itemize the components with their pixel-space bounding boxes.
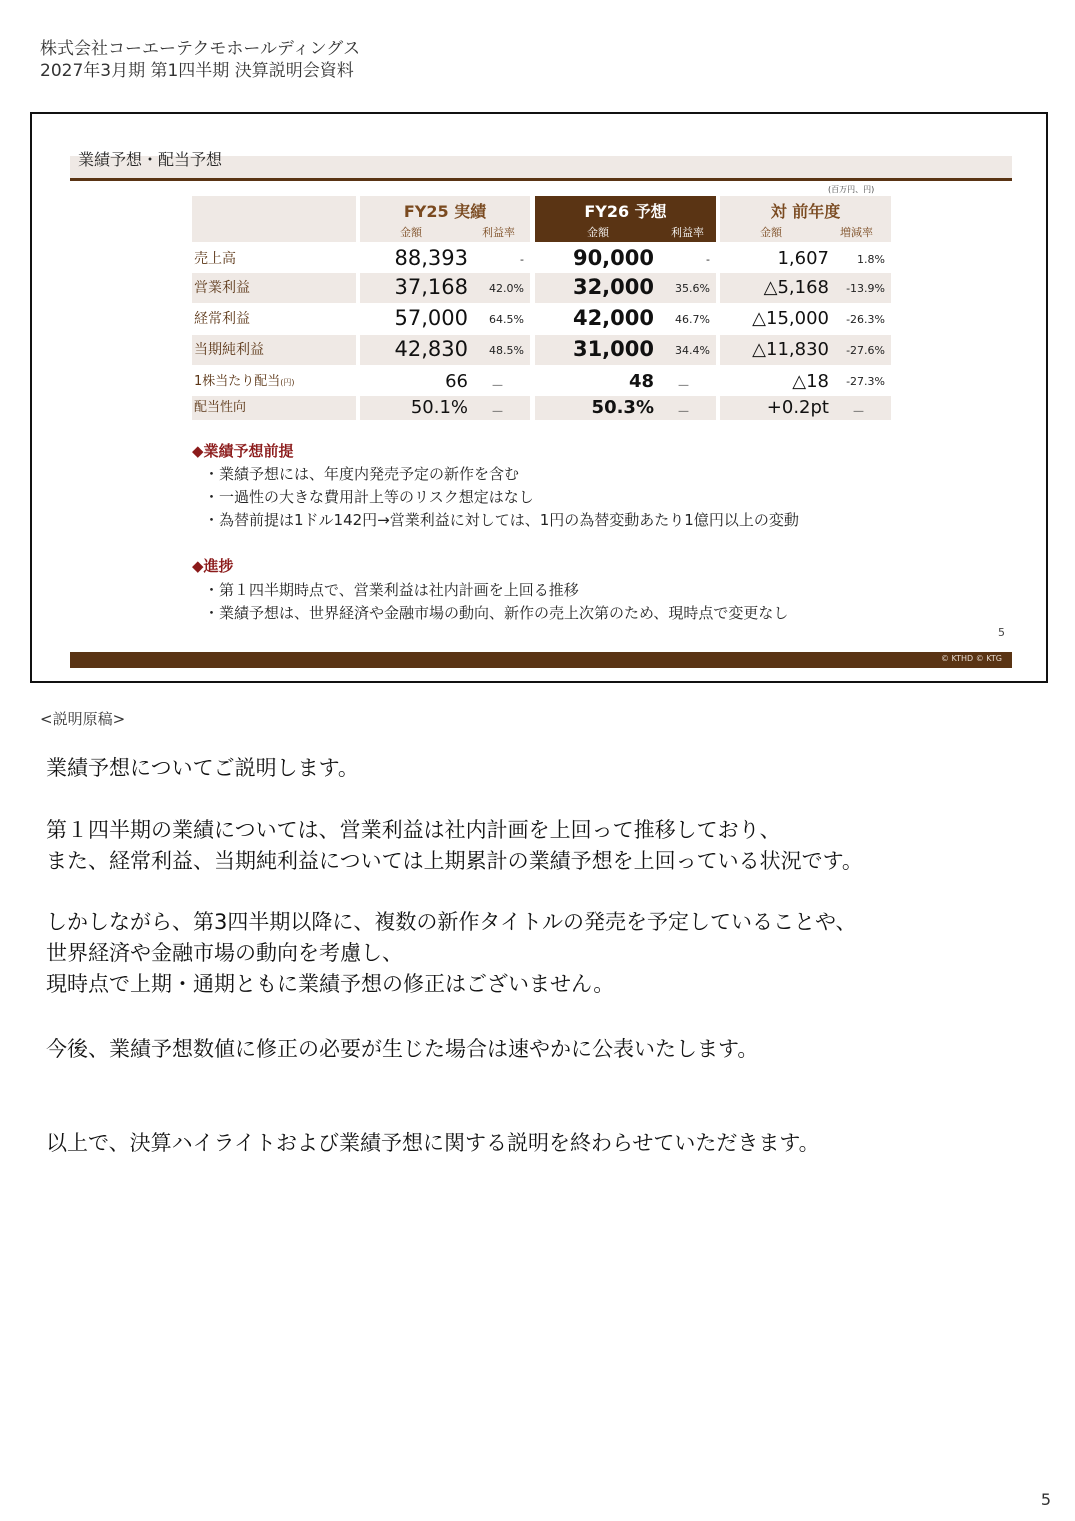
script-line: 世界経済や金融市場の動向を考慮し、 <box>46 941 403 965</box>
fy26-amount: 42,000 <box>572 306 654 330</box>
table-row <box>192 396 892 420</box>
yoy-rate: -27.3% <box>846 375 885 388</box>
fy26-title: FY26 予想 <box>584 202 667 221</box>
yoy-amount: 1,607 <box>777 248 829 269</box>
period-title: 2027年3月期 第1四半期 決算説明会資料 <box>40 61 354 81</box>
fy25-rate: - <box>520 253 524 266</box>
fy25-amount: 42,830 <box>394 337 468 361</box>
fy26-rate: 34.4% <box>675 344 710 357</box>
page-number: 5 <box>1040 1490 1051 1509</box>
fy25-rate-header: 利益率 <box>482 226 515 239</box>
slide-title: 業績予想・配当予想 <box>78 150 223 169</box>
row-label: 経常利益 <box>194 311 250 327</box>
yoy-amount: △18 <box>792 371 829 392</box>
row-label <box>192 370 356 394</box>
fy26-amount: 32,000 <box>572 275 654 299</box>
yoy-amount-header: 金額 <box>760 226 782 239</box>
progress-heading: ◆進捗 <box>192 557 234 575</box>
title-underline <box>70 178 1012 181</box>
fy26-amount: 31,000 <box>572 337 654 361</box>
yoy-amount: △11,830 <box>752 339 829 360</box>
fy25-title: FY25 実績 <box>403 202 487 221</box>
yoy-rate: -13.9% <box>846 282 885 295</box>
yoy-amount: +0.2pt <box>766 397 829 418</box>
table-row <box>192 273 892 303</box>
fy25-amount: 66 <box>445 371 468 392</box>
company-name: 株式会社コーエーテクモホールディングス <box>40 39 361 59</box>
script-line: 以上で、決算ハイライトおよび業績予想に関する説明を終わらせていただきます。 <box>46 1131 820 1155</box>
slide-page-number: 5 <box>998 626 1005 639</box>
fy26-rate-header: 利益率 <box>671 226 704 239</box>
unit-note: (百万円、円) <box>828 185 875 194</box>
fy26-amount: 50.3% <box>591 397 654 418</box>
yoy-rate: -26.3% <box>846 313 885 326</box>
table-row <box>192 304 892 334</box>
progress-item: ・業績予想は、世界経済や金融市場の動向、新作の売上次第のため、現時点で変更なし <box>204 604 789 622</box>
footer-bar <box>70 652 1012 668</box>
table-corner <box>192 196 356 242</box>
row-label: 営業利益 <box>192 273 356 303</box>
premise-item: ・一過性の大きな費用計上等のリスク想定はなし <box>204 488 534 506</box>
script-line: しかしながら、第3四半期以降に、複数の新作タイトルの発売を予定していることや、 <box>46 910 857 934</box>
yoy-amount: △5,168 <box>763 277 829 298</box>
fy25-rate: 42.0% <box>489 282 524 295</box>
fy26-header <box>535 196 716 242</box>
script-heading: <説明原稿> <box>40 710 126 728</box>
yoy-rate: － <box>851 405 865 420</box>
fy26-rate: － <box>676 379 690 394</box>
fy25-rate: － <box>490 379 504 394</box>
fy25-rate: 64.5% <box>489 313 524 326</box>
row-label-unit: (円) <box>280 378 295 387</box>
row-label-text: 1株当たり配当 <box>194 374 281 389</box>
progress-item: ・第１四半期時点で、営業利益は社内計画を上回る推移 <box>204 581 579 599</box>
fy26-rate: 46.7% <box>675 313 710 326</box>
script-line: 現時点で上期・通期ともに業績予想の修正はございません。 <box>46 972 615 996</box>
fy25-amount: 88,393 <box>394 246 468 270</box>
fy25-amount: 57,000 <box>394 306 468 330</box>
fy25-rate: 48.5% <box>489 344 524 357</box>
row-label: 売上高 <box>194 251 236 267</box>
yoy-rate: 1.8% <box>857 253 885 266</box>
yoy-title: 対 前年度 <box>770 202 841 221</box>
fy25-amount-header: 金額 <box>400 226 422 239</box>
fy26-amount: 48 <box>628 371 654 392</box>
fy25-header <box>360 196 530 242</box>
premise-heading: ◆業績予想前提 <box>192 442 294 460</box>
fy25-rate: － <box>490 405 504 420</box>
yoy-header <box>720 196 891 242</box>
yoy-amount: △15,000 <box>752 308 829 329</box>
slide <box>30 112 1048 683</box>
yoy-rate-header: 増減率 <box>840 226 873 239</box>
premise-item: ・為替前提は1ドル142円→営業利益に対しては、1円の為替変動あたり1億円以上の変動 <box>204 511 799 529</box>
script-line: 第１四半期の業績については、営業利益は社内計画を上回って推移しており、 <box>46 818 781 842</box>
copyright: © KTHD © KTG <box>940 654 1002 663</box>
fy26-rate: － <box>676 405 690 420</box>
row-label: 当期純利益 <box>192 335 356 365</box>
table-row <box>192 370 892 394</box>
fy26-amount-header: 金額 <box>587 226 609 239</box>
script-line: また、経常利益、当期純利益については上期累計の業績予想を上回っている状況です。 <box>46 849 863 873</box>
script-line: 業績予想についてご説明します。 <box>46 756 359 780</box>
table-row <box>192 244 892 274</box>
row-label: 配当性向 <box>192 396 356 420</box>
yoy-rate: -27.6% <box>846 344 885 357</box>
fy26-rate: - <box>706 253 710 266</box>
fy26-rate: 35.6% <box>675 282 710 295</box>
table-row <box>192 335 892 365</box>
fy26-amount: 90,000 <box>572 246 654 270</box>
fy25-amount: 50.1% <box>410 397 468 418</box>
premise-item: ・業績予想には、年度内発売予定の新作を含む <box>204 465 520 483</box>
script-line: 今後、業績予想数値に修正の必要が生じた場合は速やかに公表いたします。 <box>46 1037 759 1061</box>
document-header <box>40 38 360 82</box>
fy25-amount: 37,168 <box>394 275 468 299</box>
